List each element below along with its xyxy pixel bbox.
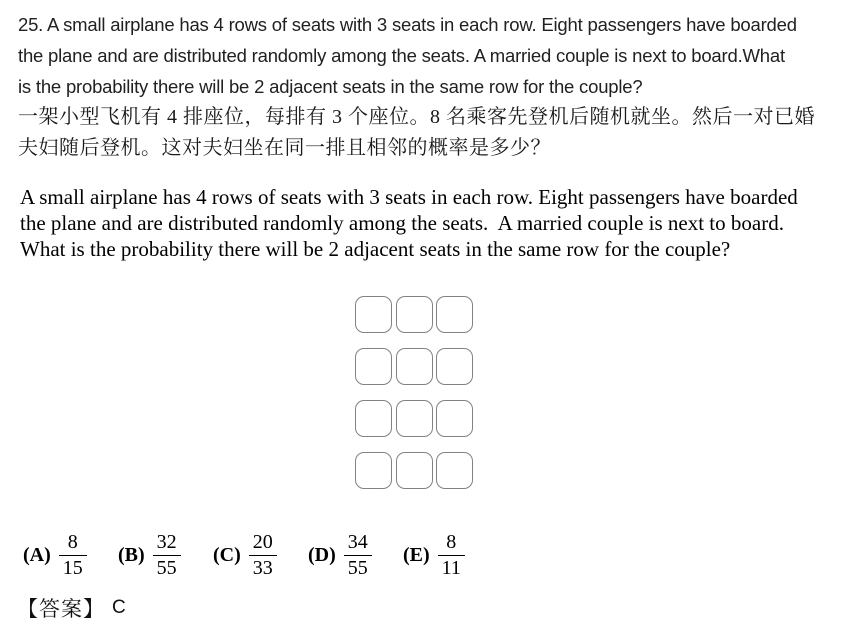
choice-b-fraction bbox=[153, 530, 181, 581]
problem-serif-line-2: the plane and are distributed randomly among the seats. A married couple is next to board. bbox=[20, 211, 784, 235]
choice-c-numerator: 20 bbox=[252, 530, 273, 553]
problem-sans-line-1: 25. A small airplane has 4 rows of seats with 3 seats in each row. Eight passengers have boarded bbox=[18, 14, 797, 35]
choice-e-numerator: 8 bbox=[446, 530, 457, 553]
problem-statement-serif bbox=[20, 184, 840, 262]
choice-d-numerator: 34 bbox=[347, 530, 368, 553]
choice-a bbox=[23, 530, 118, 581]
problem-serif-line-1: A small airplane has 4 rows of seats with 3 seats in each row. Eight passengers have boarded bbox=[20, 185, 798, 209]
choice-b-numerator: 32 bbox=[156, 530, 177, 553]
choice-a-numerator: 8 bbox=[67, 530, 78, 553]
choice-b-label: (B) bbox=[118, 543, 145, 566]
seat bbox=[396, 452, 433, 489]
seat-grid bbox=[355, 296, 473, 489]
answer-prefix: 【答案】 bbox=[17, 597, 105, 621]
choice-a-fraction bbox=[59, 530, 87, 581]
problem-sans-line-2: the plane and are distributed randomly among the seats. A married couple is next to board.What bbox=[18, 45, 785, 66]
choice-c-denominator: 33 bbox=[249, 555, 277, 581]
problem-serif-line-3: What is the probability there will be 2 adjacent seats in the same row for the couple? bbox=[20, 237, 731, 261]
problem-zh-line-2: 夫妇随后登机。这对夫妇坐在同一排且相邻的概率是多少？ bbox=[18, 137, 551, 159]
seat bbox=[436, 348, 473, 385]
seat bbox=[396, 400, 433, 437]
problem-zh-line-1: 一架小型飞机有 4 排座位，每排有 3 个座位。8 名乘客先登机后随机就坐。然后一对已婚 bbox=[18, 106, 815, 128]
choice-a-denominator: 15 bbox=[59, 555, 87, 581]
seat bbox=[396, 348, 433, 385]
seat bbox=[355, 296, 392, 333]
problem-statement-sans bbox=[18, 9, 858, 164]
choice-b bbox=[118, 530, 213, 581]
choice-d-fraction bbox=[344, 530, 372, 581]
seat bbox=[436, 400, 473, 437]
choice-d-label: (D) bbox=[308, 543, 336, 566]
problem-sans-line-3: is the probability there will be 2 adjacent seats in the same row for the couple? bbox=[18, 76, 643, 97]
choice-e-fraction bbox=[438, 530, 465, 581]
seat bbox=[355, 452, 392, 489]
choice-a-label: (A) bbox=[23, 543, 51, 566]
choice-d bbox=[308, 530, 403, 581]
seat bbox=[436, 452, 473, 489]
choice-e-denominator: 11 bbox=[438, 555, 465, 581]
seat bbox=[436, 296, 473, 333]
choice-b-denominator: 55 bbox=[153, 555, 181, 581]
choice-e-label: (E) bbox=[403, 543, 430, 566]
choice-c bbox=[213, 530, 308, 581]
answer-line bbox=[17, 593, 126, 623]
seat bbox=[355, 400, 392, 437]
seat bbox=[396, 296, 433, 333]
answer-value: C bbox=[112, 597, 126, 618]
choice-d-denominator: 55 bbox=[344, 555, 372, 581]
answer-choices bbox=[23, 525, 498, 585]
choice-c-label: (C) bbox=[213, 543, 241, 566]
choice-c-fraction bbox=[249, 530, 277, 581]
seat bbox=[355, 348, 392, 385]
choice-e bbox=[403, 530, 498, 581]
